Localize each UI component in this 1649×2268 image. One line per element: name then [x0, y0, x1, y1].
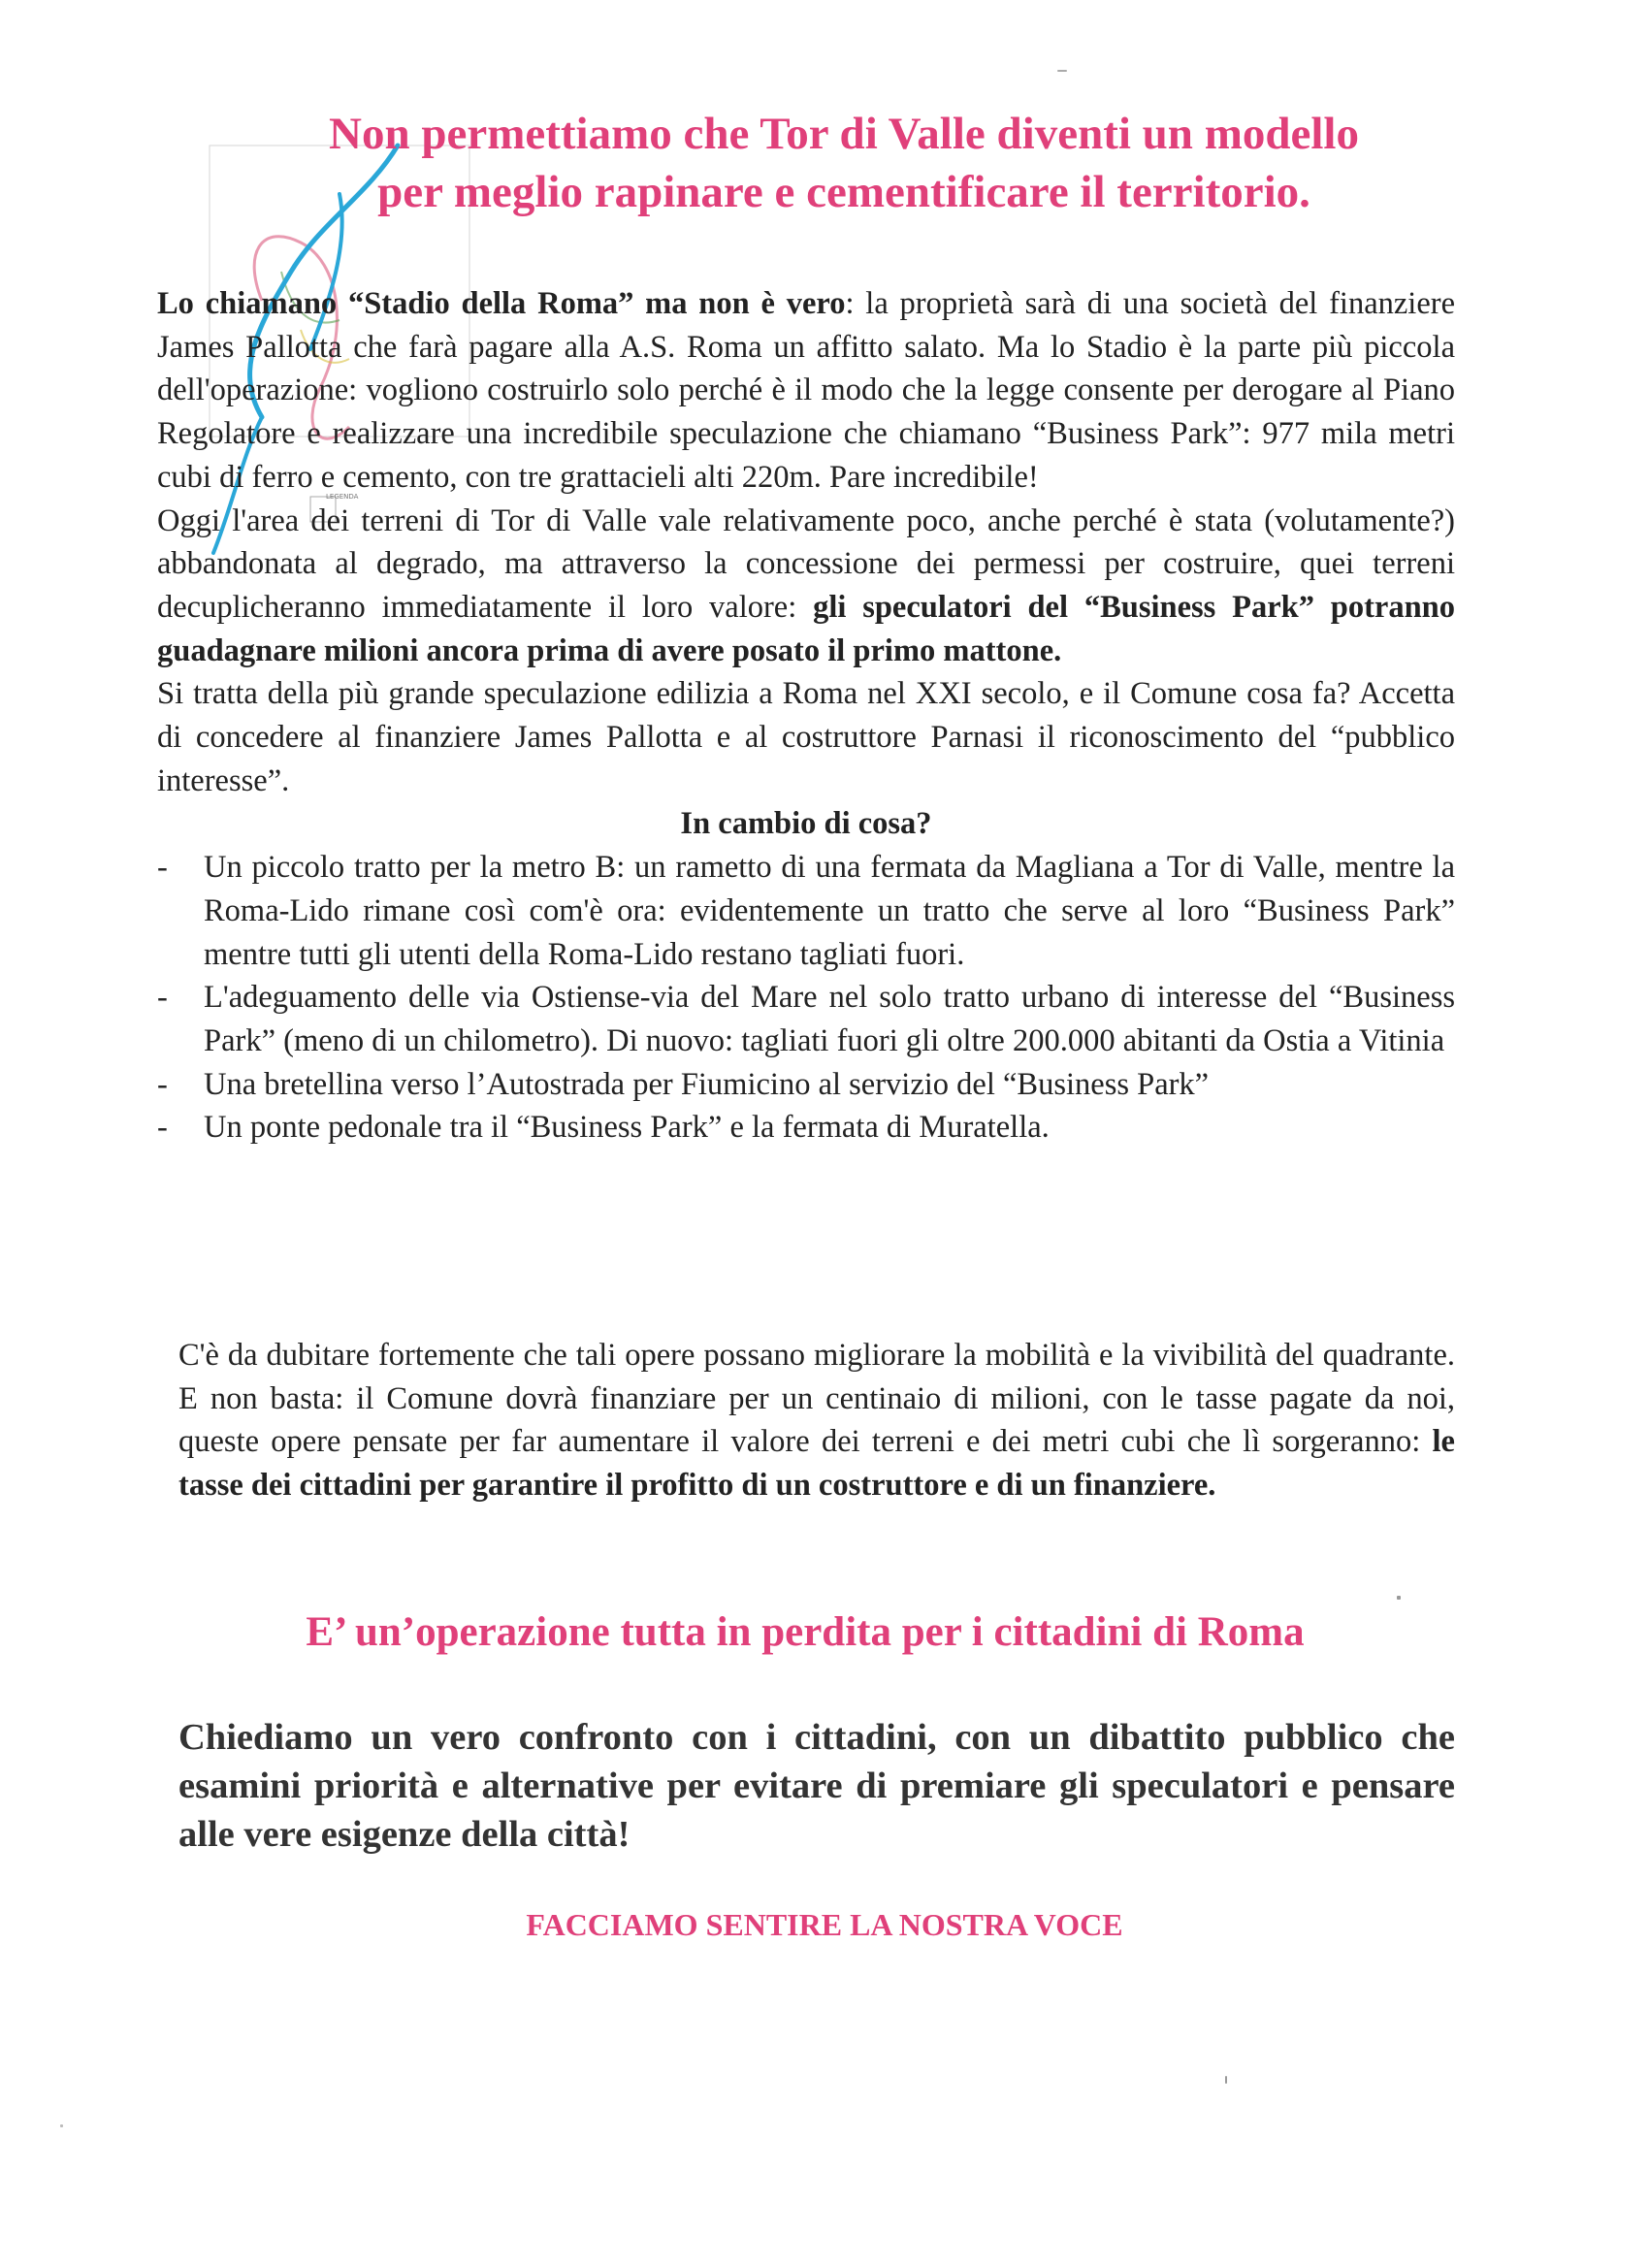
- list-item: [157, 846, 1455, 976]
- list-item: [157, 1063, 1455, 1107]
- list-dash: -: [157, 1066, 168, 1102]
- intro-paragraph-2-text: Oggi l'area dei terreni di Tor di Valle vale relativamente poco, anche perché è stata (volutamente?) abbandonata al degrado, ma attraverso la concessione dei permessi per costruire, quei terreni decuplicheranno immediatamente il loro valore:: [157, 502, 1455, 625]
- intro-paragraph-1: [157, 282, 1455, 500]
- scan-speck: [60, 2124, 63, 2127]
- list-item-text: Un ponte pedonale tra il “Business Park” e la fermata di Muratella.: [204, 1110, 1050, 1146]
- list-dash: -: [157, 980, 168, 1016]
- scan-speck: [1225, 2076, 1227, 2084]
- list-item-text: L'adeguamento delle via Ostiense-via del Mare nel solo tratto urbano di interesse del “Business Park” (meno di un chilometro). Di nuovo: tagliati fuori gli oltre 200.000 abitanti da Ostia a Vitinia: [204, 980, 1455, 1058]
- title-line-2: per meglio rapinare e cementificare il territorio.: [377, 167, 1310, 217]
- list-item-text: Una bretellina verso l’Autostrada per Fiumicino al servizio del “Business Park”: [204, 1066, 1210, 1102]
- list-item-text: Un piccolo tratto per la metro B: un rametto di una fermata da Magliana a Tor di Valle, mentre la Roma-Lido rimane così com'è ora: evidentemente un tratto che serve al loro “Business Park” mentre tutti gli utenti della Roma-Lido restano tagliati fuori.: [204, 850, 1455, 972]
- scan-speck: [1057, 70, 1067, 72]
- list-dash: -: [157, 1110, 168, 1146]
- intro-lead-bold: Lo chiamano “Stadio della Roma” ma non è vero: [157, 286, 846, 321]
- intro-paragraph-2: [157, 500, 1455, 673]
- title-line-1: Non permettiamo che Tor di Valle diventi un modello: [329, 109, 1359, 159]
- doubt-text: C'è da dubitare fortemente che tali opere possano migliorare la mobilità e la vivibilità del quadrante. E non basta: il Comune dovrà finanziare per un centinaio di milioni, con le tasse pagate da noi, queste opere pensate per far aumentare il valore dei terreni e dei metri cubi che lì sorgeranno:: [178, 1338, 1455, 1460]
- list-item: [157, 976, 1455, 1062]
- scan-speck: [1397, 1596, 1401, 1600]
- intro-paragraph-3: Si tratta della più grande speculazione edilizia a Roma nel XXI secolo, e il Comune cosa fa? Accetta di concedere al finanziere James Pallotta e al costruttore Parnasi il riconoscimento del “pubblico interesse”.: [157, 676, 1455, 798]
- list-item: [157, 1106, 1455, 1150]
- footer-slogan: FACCIAMO SENTIRE LA NOSTRA VOCE: [526, 1907, 1123, 1942]
- intro-section: [157, 282, 1455, 1150]
- appeal-paragraph: Chiediamo un vero confronto con i cittadini, con un dibattito pubblico che esamini priorità e alternative per evitare di premiare gli speculatori e pensare alle vere esigenze della città!: [178, 1717, 1455, 1855]
- intro-paragraph-2-bold: gli speculatori del “Business Park” potranno guadagnare milioni ancora prima di avere posato il primo mattone.: [157, 589, 1456, 668]
- doubt-bold: le tasse dei cittadini per garantire il profitto di un costruttore e di un finanziere.: [178, 1424, 1455, 1504]
- list-dash: -: [157, 850, 168, 886]
- subtitle: E’ un’operazione tutta in perdita per i cittadini di Roma: [306, 1609, 1305, 1655]
- page-title: [194, 105, 1494, 221]
- legend-label: LEGENDA: [326, 493, 359, 501]
- doubt-paragraph: [178, 1334, 1455, 1507]
- intro-paragraph-1-text: : la proprietà sarà di una società del finanziere James Pallotta che farà pagare alla A.S. Roma un affitto salato. Ma lo Stadio è la parte più piccola dell'operazione: vogliono costruirlo solo perché è il modo che la legge consente per derogare al Piano Regolatore e realizzare una incredibile speculazione che chiamano “Business Park”: 977 mila metri cubi di ferro e cemento, con tre grattacieli alti 220m. Pare incredibile!: [157, 286, 1455, 495]
- question-heading: In cambio di cosa?: [680, 806, 932, 842]
